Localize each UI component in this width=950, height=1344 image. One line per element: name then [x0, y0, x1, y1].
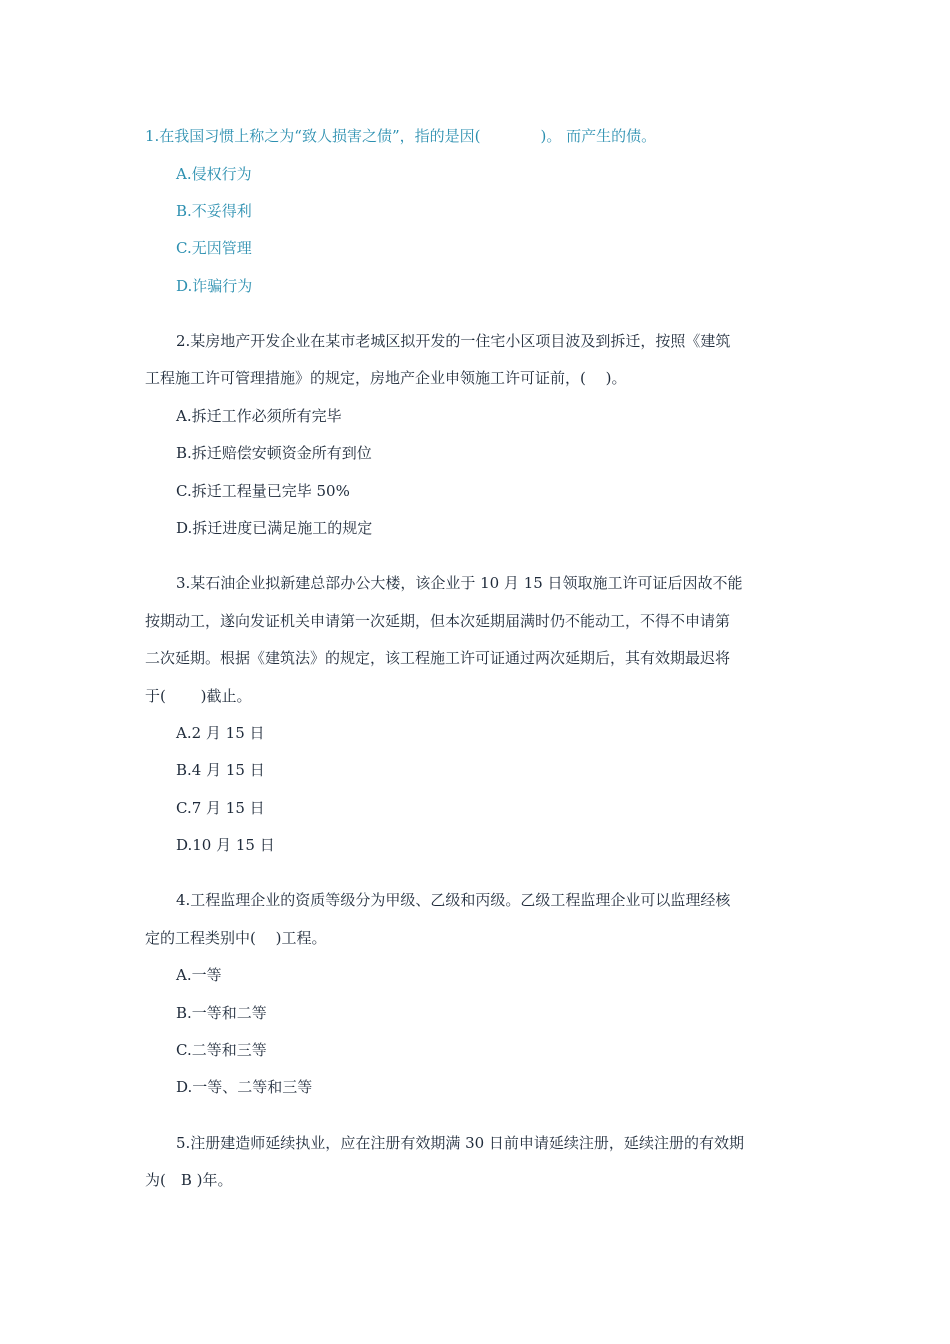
- question-2-stem-line-1: 2.某房地产开发企业在某市老城区拟开发的一住宅小区项目波及到拆迁，按照《建筑: [176, 332, 731, 350]
- question-3-option-a: A.2 月 15 日: [176, 724, 265, 742]
- question-2-option-d: D.拆迁进度已满足施工的规定: [176, 519, 373, 537]
- question-2-option-a: A.拆迁工作必须所有完毕: [176, 407, 342, 425]
- question-4-stem-line-1: 4.工程监理企业的资质等级分为甲级、乙级和丙级。乙级工程监理企业可以监理经核: [176, 891, 731, 909]
- question-3-stem-line-2: 按期动工，遂向发证机关申请第一次延期，但本次延期届满时仍不能动工，不得不申请第: [145, 612, 731, 630]
- question-3-stem-line-1: 3.某石油企业拟新建总部办公大楼，该企业于 10 月 15 日领取施工许可证后因故不能: [176, 574, 743, 592]
- question-3-option-c: C.7 月 15 日: [176, 799, 265, 817]
- question-1-option-b: B.不妥得利: [176, 202, 252, 220]
- question-4-stem-line-2: 定的工程类别中( )工程。: [145, 929, 327, 947]
- question-1-option-a: A.侵权行为: [176, 165, 252, 183]
- question-4-option-b: B.一等和二等: [176, 1004, 267, 1022]
- question-5-stem-line-1: 5.注册建造师延续执业，应在注册有效期满 30 日前申请延续注册，延续注册的有效期: [176, 1134, 744, 1152]
- question-3-stem-line-4: 于( )截止。: [145, 687, 252, 705]
- question-3-option-b: B.4 月 15 日: [176, 761, 265, 779]
- question-3-stem-line-3: 二次延期。根据《建筑法》的规定，该工程施工许可证通过两次延期后，其有效期最迟将: [145, 649, 731, 667]
- question-3-option-d: D.10 月 15 日: [176, 836, 275, 854]
- question-4-option-a: A.一等: [176, 966, 222, 984]
- question-5-stem-line-2: 为( B )年。: [145, 1171, 233, 1189]
- question-1-stem-line-1: 1.在我国习惯上称之为“致人损害之债”，指的是因( )。 而产生的债。: [145, 127, 657, 145]
- question-2-stem-line-2: 工程施工许可管理措施》的规定，房地产企业申领施工许可证前，( )。: [145, 369, 627, 387]
- question-1-option-d: D.诈骗行为: [176, 277, 253, 295]
- question-4-option-c: C.二等和三等: [176, 1041, 267, 1059]
- question-1-option-c: C.无因管理: [176, 239, 252, 257]
- question-2-option-b: B.拆迁赔偿安顿资金所有到位: [176, 444, 372, 462]
- question-2-option-c: C.拆迁工程量已完毕 50%: [176, 482, 350, 500]
- question-4-option-d: D.一等、二等和三等: [176, 1078, 313, 1096]
